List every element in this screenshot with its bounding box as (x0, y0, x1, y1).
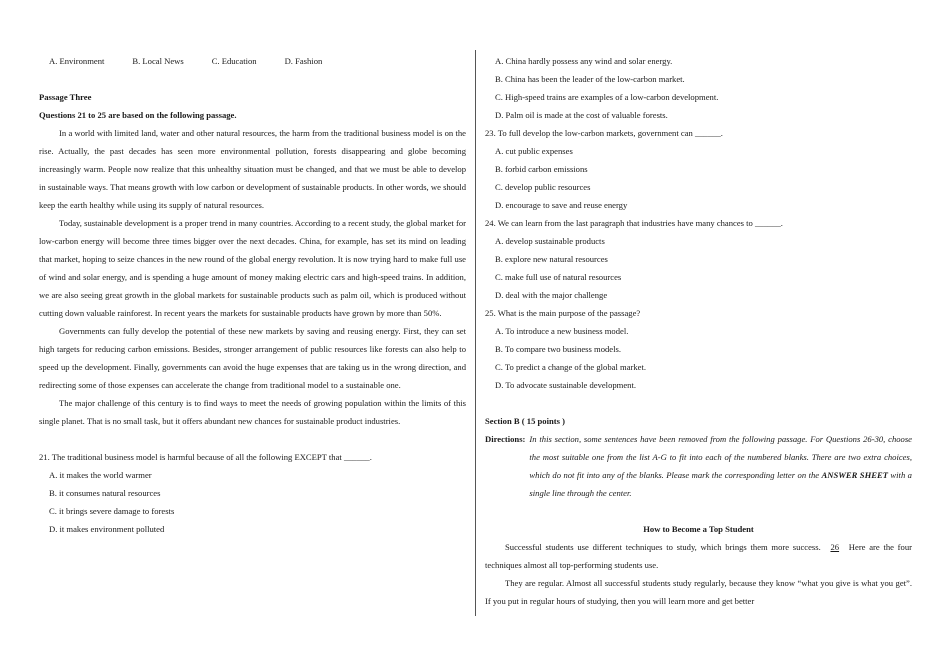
directions-part-1: In this section, some sentences have been removed from the following passage. For Questions 26-30, choose the most suitable one from the list A-G to fit into each of the numbered blanks. There are two extra choices, which do not fit into any of the blanks. Please mark the corresponding letter on the (529, 434, 912, 480)
q22-option-c: C. High-speed trains are examples of a low-carbon development. (495, 92, 719, 102)
q22-option-d: D. Palm oil is made at the cost of valuable forests. (495, 110, 668, 120)
left-column (39, 52, 466, 538)
q25-option-b: B. To compare two business models. (495, 344, 621, 354)
q20-option-c: C. Education (211, 56, 257, 66)
passage-paragraph-1: In a world with limited land, water and other natural resources, the harm from the traditional business model is on the rise. Actually, the past decades has seen more environmental pollution, forests disappearing and globe becoming increasingly warm. People now realize that this unhealthy situation must be changed, and that we must be able to develop in sustainable ways. That means growth with low carbon or development of sustainable products. In other words, we should keep the earth healthy while using its supply of natural resources. (39, 128, 466, 210)
passage-paragraph-4: The major challenge of this century is to find ways to meet the needs of growing population within the limits of this single planet. That is no small task, but it offers abundant new chances for sustainable product industries. (39, 398, 466, 426)
answer-sheet-label: ANSWER SHEET (821, 470, 888, 480)
directions-label: Directions: (485, 434, 526, 444)
q21-stem: 21. The traditional business model is harmful because of all the following EXCEPT that ______. (39, 452, 372, 462)
q21-option-a: A. it makes the world warmer (49, 470, 152, 480)
q20-options (39, 52, 466, 70)
q25-option-a: A. To introduce a new business model. (495, 326, 629, 336)
passage-title: Passage Three (39, 92, 92, 102)
q20-option-d: D. Fashion (284, 56, 323, 66)
q22-option-b: B. China has been the leader of the low-carbon market. (495, 74, 685, 84)
blank-26: 26 (830, 542, 840, 552)
q25-option-c: C. To predict a change of the global market. (495, 362, 647, 372)
q25-option-d: D. To advocate sustainable development. (495, 380, 636, 390)
article-paragraph-2: They are regular. Almost all successful students study regularly, because they know “what you give is what you get”. If you put in regular hours of studying, then you will learn more and get better (485, 578, 912, 606)
questions-note: Questions 21 to 25 are based on the following passage. (39, 110, 237, 120)
q24-stem: 24. We can learn from the last paragraph that industries have many chances to ______. (485, 218, 783, 228)
article-paragraph-1 (485, 538, 912, 574)
directions (485, 430, 912, 502)
q20-option-a: A. Environment (49, 56, 105, 66)
q23-stem: 23. To full develop the low-carbon markets, government can ______. (485, 128, 723, 138)
section-b-heading: Section B ( 15 points ) (485, 416, 565, 426)
q23-option-b: B. forbid carbon emissions (495, 164, 588, 174)
q23-option-a: A. cut public expenses (495, 146, 573, 156)
q24-option-b: B. explore new natural resources (495, 254, 608, 264)
column-divider (475, 50, 476, 616)
q21-option-b: B. it consumes natural resources (49, 488, 161, 498)
directions-text (525, 430, 912, 502)
passage-paragraph-2: Today, sustainable development is a proper trend in many countries. According to a recent study, the global market for low-carbon energy will become three times bigger over the next decades. China, for example, has set its mind on leading that market, hoping to seize chances in the new round of the global energy revolution. It is now trying hard to make full use of wind and solar energy, and is spending a huge amount of money making electric cars and high-speed trains. In addition, we are also seeing great growth in the global markets for sustainable products such as palm oil, which is produced without cutting down valuable rainforest. In recent years the markets for sustainable products have grown by more than 50%. (39, 218, 466, 318)
article-paragraph-1-end: Here are the four techniques almost all top-performing students use. (485, 542, 912, 570)
q23-option-c: C. develop public resources (495, 182, 591, 192)
q25-stem: 25. What is the main purpose of the passage? (485, 308, 641, 318)
q21-option-d: D. it makes environment polluted (49, 524, 165, 534)
q20-option-b: B. Local News (132, 56, 184, 66)
article-title: How to Become a Top Student (643, 524, 754, 534)
q24-option-c: C. make full use of natural resources (495, 272, 622, 282)
passage-paragraph-3: Governments can fully develop the potential of these new markets by saving and reusing energy. First, they can set high targets for reducing carbon emissions. Besides, stronger arrangement of public resources like forests can also help to speed up the development. Finally, governments can avoid the huge expenses that are taking us in the wrong direction, and redirecting some of those expenses can accelerate the change from traditional model to a sustainable one. (39, 326, 466, 390)
q21-option-c: C. it brings severe damage to forests (49, 506, 175, 516)
right-column (485, 52, 912, 610)
q24-option-a: A. develop sustainable products (495, 236, 605, 246)
article-paragraph-1-start: Successful students use different techniques to study, which brings them more success. (505, 542, 821, 552)
q22-option-a: A. China hardly possess any wind and solar energy. (495, 56, 673, 66)
q24-option-d: D. deal with the major challenge (495, 290, 608, 300)
directions-part-2: with a single line through the center. (529, 470, 912, 498)
q23-option-d: D. encourage to save and reuse energy (495, 200, 628, 210)
